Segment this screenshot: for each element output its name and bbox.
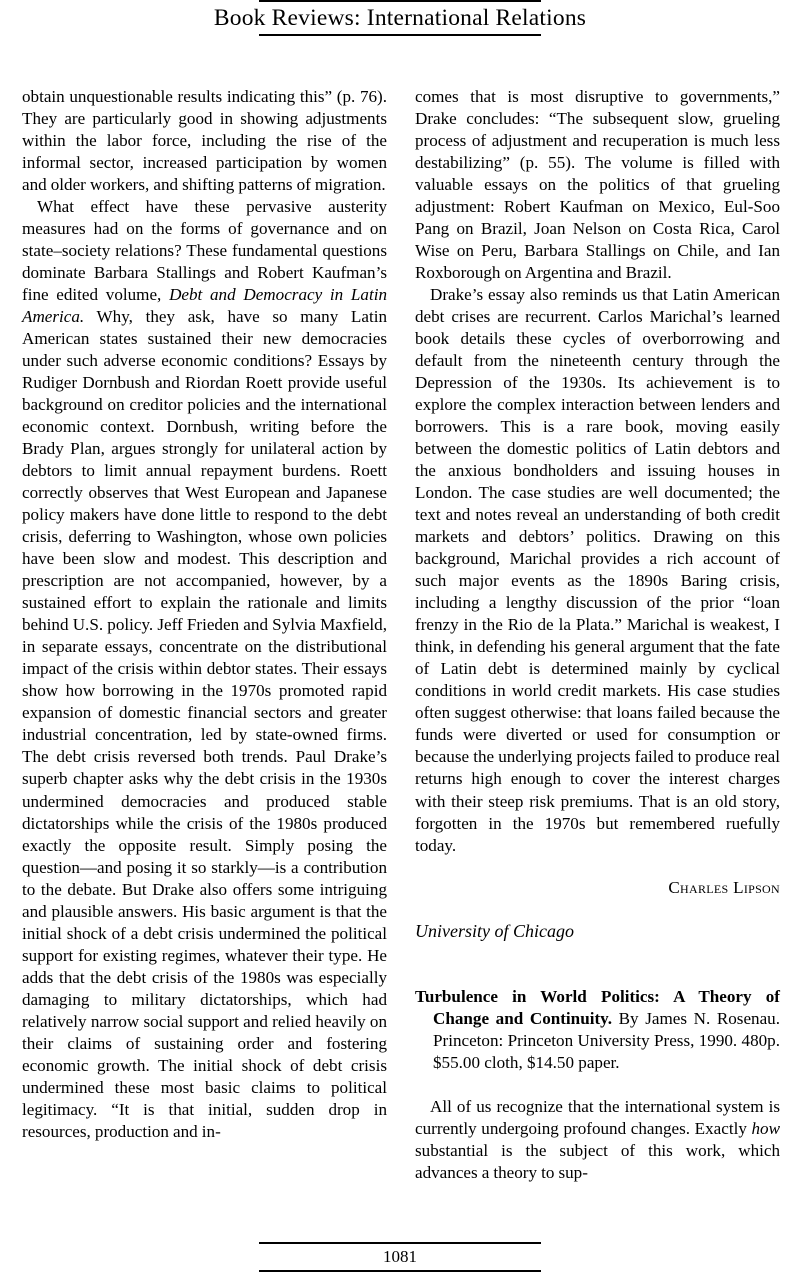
paragraph-continued-across-columns: comes that is most disruptive to governments,” Drake concludes: “The subsequent slow, grueling process of adjustment and recuperation is much less destabilizing” (p. 55). The volume is filled with valuable essays on the politics of that grueling adjustment: Robert Kaufman on Mexico, Eul-Soo Pang on Brazil, Joan Nelson on Costa Rica, Carol Wise on Peru, Barbara Stallings on Chile, and Ian Roxborough on Argentina and Brazil. xyxy=(415,87,780,283)
article-body xyxy=(22,86,780,1184)
page-number: 1081 xyxy=(383,1247,417,1266)
text-run: Why, they ask, have so many Latin American states sustained their new democracies under such adverse economic conditions? Essays by Rudiger Dornbush and Riordan Roett provide useful background on creditor policies and the international economic context. Dornbush, writing before the Brady Plan, argues strongly for unilateral action by debtors to limit annual repayment burdens. Roett correctly observes that West European and Japanese policy makers have done little to respond to the debt crisis, deferring to Washington, whose own policies have been slow and modest. This description and prescription are not accompanied, however, by a sustained effort to explain the rationale and limits behind U.S. policy. Jeff Frieden and Sylvia Maxfield, in separate essays, concentrate on the distributional impact of the crisis within debtor states. Their essays show how borrowing in the 1970s promoted rapid expansion of domestic financial sectors and greater industrial concentration, led by state-owned firms. The debt crisis reversed both trends. Paul Drake’s superb chapter asks why the debt crisis in the 1930s undermined democracies and produced stable dictatorships while the crisis of the 1980s produced exactly the opposite result. Simply posing the question—and posing it so starkly—is a contribution to the debate. But Drake also offers some intriguing and plausible answers. His basic argument is that the initial shock of a debt crisis undermined the political support for existing regimes, whatever their type. He adds that the debt crisis of the 1980s was especially damaging to military dictatorships, which had relatively narrow social support and relied heavily on their claims of sustaining order and fostering economic growth. The initial shock of debt crisis undermined these most basic claims to political legitimacy. “It is that initial, sudden drop in resources, production and in- xyxy=(22,307,387,1141)
reviewer-affiliation: University of Chicago xyxy=(415,920,574,941)
paragraph-austerity-governance xyxy=(22,196,387,1143)
header-rule-bottom xyxy=(259,34,541,36)
paragraph-marichal-review: Drake’s essay also reminds us that Latin American debt crises are recurrent. Carlos Marichal’s learned book details these cycles of overborrowing and default from the nineteenth century through the Depression of the 1930s. Its achievement is to explore the complex interaction between lenders and borrowers. This is a rare book, moving easily between the domestic politics of Latin debtors and the anxious bondholders and issuing houses in London. The case studies are well documented; the text and notes reveal an understanding of both credit markets and debtors’ politics. Drawing on this background, Marichal provides a rich account of such major events as the 1890s Baring crisis, including a lengthy discussion of the prior “loan frenzy in the Rio de la Plata.” Marichal is weakest, I think, in defending his general argument that the fate of Latin debt is determined mainly by cyclical conditions in world credit markets. His case studies often suggest otherwise: that loans failed because the funds were diverted or used for consumption or because the underlying projects failed to produce real returns high enough to cover the interest charges with their steep risk premiums. That is an old story, forgotten in the 1970s but remembered ruefully today. xyxy=(415,285,780,855)
text-run: substantial is the subject of this work, which advances a theory to sup- xyxy=(415,1140,780,1182)
reviewer-signature: Charles Lipson xyxy=(668,877,780,897)
text-run: All of us recognize that the international system is currently undergoing profound changes. Exactly xyxy=(415,1096,780,1138)
footer-rule-bottom xyxy=(259,1270,541,1272)
book-citation-title: Turbulence in World Politics: A Theory of Change and Continuity. xyxy=(415,986,780,1028)
text-run: What effect have these pervasive austerity measures had on the forms of governance and on state–society relations? These fundamental questions dominate Barbara Stallings and Robert Kaufman’s fine edited volume, xyxy=(22,197,387,305)
paragraph-continued-from-previous-page: obtain unquestionable results indicating this” (p. 76). They are particularly good in showing adjustments within the labor force, including the rise of the informal sector, increased participation by women and older workers, and shifting patterns of migration. xyxy=(22,87,387,195)
page-title: Book Reviews: International Relations xyxy=(213,5,587,31)
right-column xyxy=(415,86,780,1184)
header-rule-top xyxy=(259,0,541,2)
paragraph-review-opening xyxy=(415,1074,780,1184)
left-column xyxy=(22,86,387,1184)
book-citation xyxy=(415,942,780,1074)
emphasis-how: how xyxy=(751,1118,780,1138)
running-head xyxy=(0,0,800,36)
book-title-italic: Debt and Democracy in Latin America. xyxy=(22,285,388,327)
page-footer xyxy=(0,1242,800,1272)
book-citation-details: By James N. Rosenau. Princeton: Princeton University Press, 1990. 480p. $55.00 cloth, $14.50 paper. xyxy=(433,1008,780,1072)
